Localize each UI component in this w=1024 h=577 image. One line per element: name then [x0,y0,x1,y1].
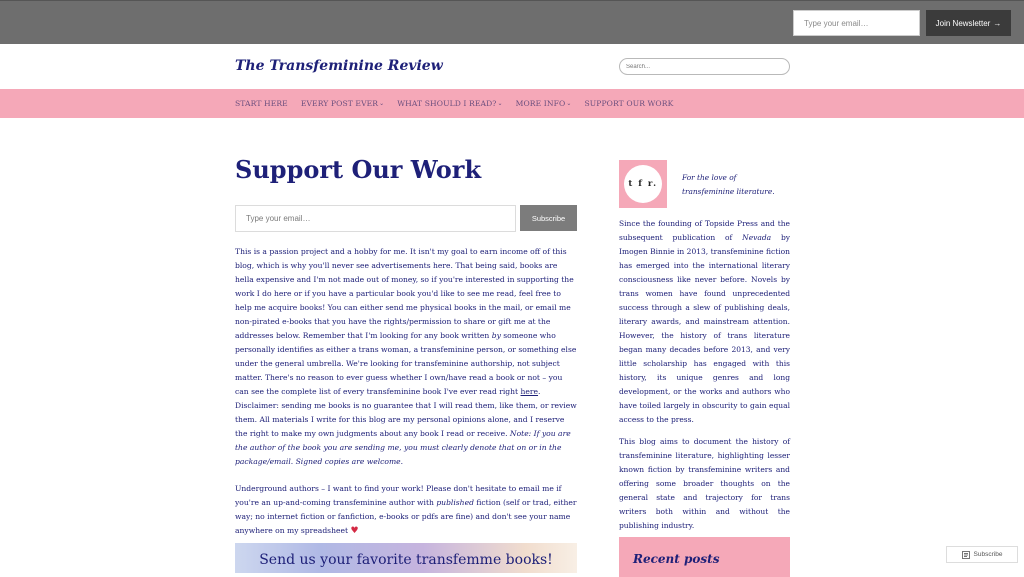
emphasis-by: by [491,331,501,340]
sidebar-about [619,217,790,541]
site-tagline: For the love of transfeminine literature. [682,173,775,196]
about-paragraph-2: This blog aims to document the history of transfeminine literature, highlighting lesser known fiction by transfeminine writers and offering some broader thoughts on the general state and trajectory for trans writers both within and without the publishing industry. [619,437,790,530]
logo-mark: t f r. [624,165,662,203]
join-newsletter-button[interactable] [926,10,1011,36]
nav-item-support-our-work[interactable] [584,99,673,108]
nav-item-label: START HERE [235,99,288,108]
nav-item-start-here[interactable] [235,99,288,108]
chevron-down-icon: ⌄ [497,100,503,107]
book-title-nevada: Nevada [742,233,772,242]
recent-posts-widget [619,537,790,577]
author-note: Note: If you are the author of the book you are sending me, you must clearly denote that on or in the package/email. Signed copies are welcome. [235,429,571,466]
paragraph-text: someone who personally identifies as either a trans woman, a transfeminine person, or something else under the general umbrella. We're looking for transfeminine authorship, not subject matter. There's no reason to ever guess whether I own/have read a book or not – you can see the complete list of every transfeminine book I've ever read right [235,331,577,396]
nav-item-label: EVERY POST EVER [300,99,379,108]
nav-item-every-post-ever[interactable] [301,99,384,108]
about-paragraph [619,217,790,427]
site-logo[interactable] [619,160,667,208]
site-title[interactable]: The Transfeminine Review [235,58,443,74]
search-input[interactable] [619,58,790,75]
floating-subscribe-button[interactable] [946,546,1018,563]
emphasis-published: published [436,498,474,507]
paragraph-text: . Disclaimer: sending me books is no guarantee that I will read them, like them, or review them. All materials I write for this blog are my personal opinions alone, and I reserve the right to make my own judgments about any book I read or receive. [235,387,577,438]
newsletter-email-input[interactable] [793,10,920,36]
paragraph-text: Underground authors – I want to find your work! Please don't hesitate to email me if you're an up-and-coming transfeminine author with [235,484,562,507]
paragraph-text: by Imogen Binnie in 2013, transfeminine fiction has emerged into the international literary consciousness like never before. Novels by trans women have found unprecedented success through a slew of publishing deals, literary awards, and mainstream attention. However, the history of trans literature began many decades before 2013, and very little scholarship has engaged with this history, its unique genres and long development, or the works and authors who have toiled largely in obscurity to gain equal access to the press. [619,233,790,424]
nav-item-label: WHAT SHOULD I READ? [397,99,497,108]
page-title: Support Our Work [235,155,482,184]
nav-item-what-should-i-read[interactable] [397,99,502,108]
chevron-down-icon: ⌄ [566,100,572,107]
floating-subscribe-label: Subscribe [973,551,1003,558]
article-body [235,245,577,551]
arrow-right-icon: → [993,18,1002,28]
nav-item-label: MORE INFO [515,99,566,108]
site-header [0,44,1024,89]
send-books-banner [235,543,577,573]
banner-text: Send us your favorite transfemme books! [259,552,553,568]
chevron-down-icon: ⌄ [379,100,385,107]
join-newsletter-label: Join Newsletter [935,18,991,28]
main-navigation [0,89,1024,118]
reader-icon [962,551,970,559]
subscribe-button[interactable]: Subscribe [520,205,577,231]
heart-icon: ♥ [350,526,359,536]
newsletter-bar [0,0,1024,44]
paragraph-text: This is a passion project and a hobby for me. It isn't my goal to earn income off of this blog, which is why you'll never see advertisements here. That being said, books are hella expensive and I'm not made out of money, so if you're interested in supporting the work I do here or if you have a particular book you'd like to see me read, feel free to help me acquire books! You can either send me physical books in the mail, or email me non-pirated e-books that you have the rights/permission to share or gift me at the addresses below. Remember that I'm looking for any book written [235,247,574,340]
paragraph-text: Since the founding of Topside Press and the subsequent publication of [619,219,790,242]
support-paragraph [235,245,577,469]
complete-list-link[interactable]: here [520,387,539,396]
recent-posts-title: Recent posts [633,552,720,566]
nav-item-more-info[interactable] [516,99,572,108]
subscribe-email-input[interactable] [235,205,516,232]
paragraph-text: fiction (self or trad, either way; no internet fiction or fanfiction, e-books or pdfs are fine) and don't see your name anywhere on my spreadsheet [235,498,577,535]
nav-item-label: SUPPORT OUR WORK [584,99,674,108]
underground-authors-paragraph [235,482,577,538]
